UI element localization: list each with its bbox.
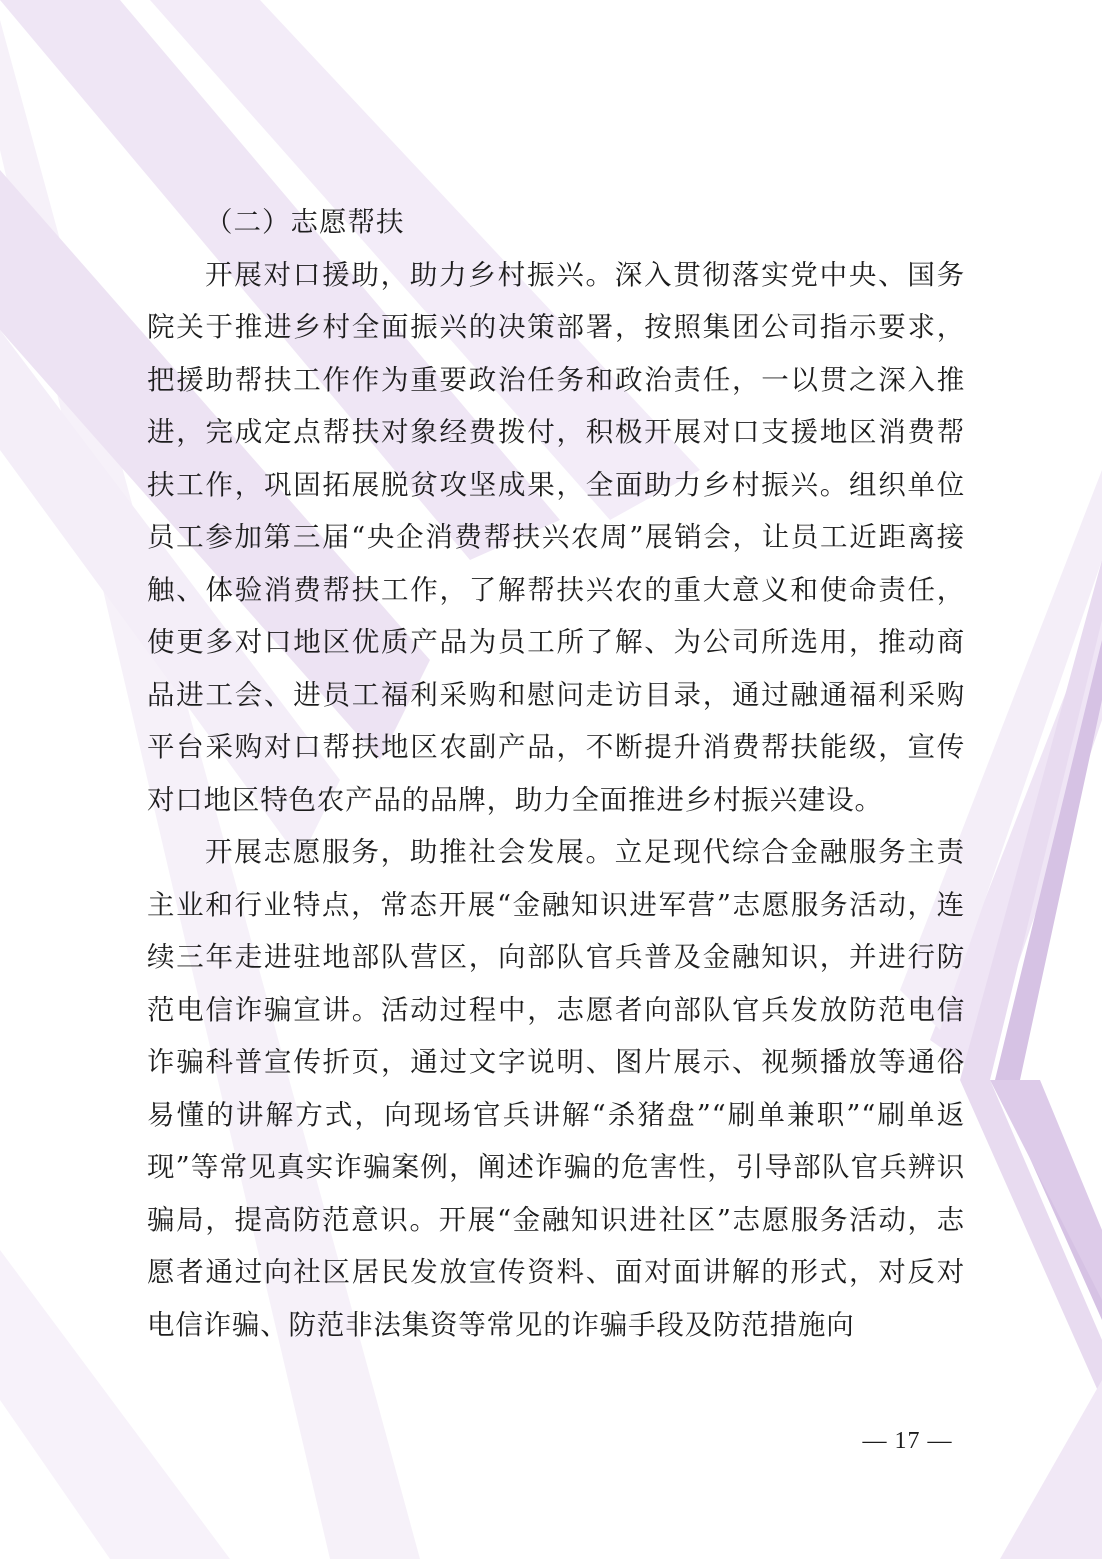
paragraph-targeted-assistance: 开展对口援助，助力乡村振兴。深入贯彻落实党中央、国务院关于推进乡村全面振兴的决策部署，按照集团公司指示要求，把援助帮扶工作作为重要政治任务和政治责任，一以贯之深入推进，完成定点帮扶对象经费拨付，积极开展对口支援地区消费帮扶工作，巩固拓展脱贫攻坚成果，全面助力乡村振兴。组织单位员工参加第三届“央企消费帮扶兴农周”展销会，让员工近距离接触、体验消费帮扶工作，了解帮扶兴农的重大意义和使命责任，使更多对口地区优质产品为员工所了解、为公司所选用，推动商品进工会、进员工福利采购和慰问走访目录，通过融通福利采购平台采购对口帮扶地区农副产品，不断提升消费帮扶能级，宣传对口地区特色农产品的品牌，助力全面推进乡村振兴建设。 — [147, 258, 965, 816]
document-body — [147, 196, 965, 1351]
page-number: — 17 — — [862, 1428, 953, 1454]
section-heading: （二）志愿帮扶 — [205, 206, 405, 238]
paragraph-volunteer-service: 开展志愿服务，助推社会发展。立足现代综合金融服务主责主业和行业特点，常态开展“金融知识进军营”志愿服务活动，连续三年走进驻地部队营区，向部队官兵普及金融知识，并进行防范电信诈骗宣讲。活动过程中，志愿者向部队官兵发放防范电信诈骗科普宣传折页，通过文字说明、图片展示、视频播放等通俗易懂的讲解方式，向现场官兵讲解“杀猪盘”“刷单兼职”“刷单返现”等常见真实诈骗案例，阐述诈骗的危害性，引导部队官兵辨识骗局，提高防范意识。开展“金融知识进社区”志愿服务活动，志愿者通过向社区居民发放宣传资料、面对面讲解的形式，对反对电信诈骗、防范非法集资等常见的诈骗手段及防范措施向 — [147, 836, 965, 1341]
band-right-lower-2 — [1000, 1380, 1102, 1559]
